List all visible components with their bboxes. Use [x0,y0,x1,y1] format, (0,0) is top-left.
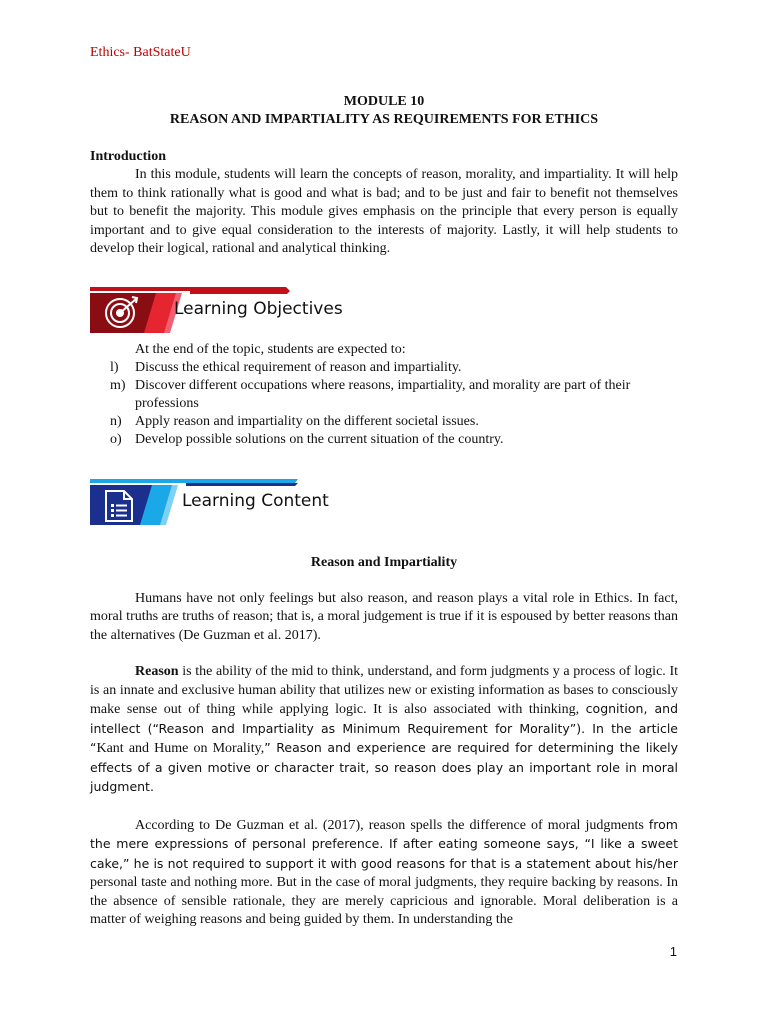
list-item: l) Discuss the ethical requirement of reason and impartiality. [110,359,462,375]
list-item: n) Apply reason and impartiality on the different societal issues. [110,413,479,429]
module-title: REASON AND IMPARTIALITY AS REQUIREMENTS FOR ETHICS [169,112,599,127]
running-header: Ethics- BatStateU [90,45,191,60]
learning-content-label: Learning Content [182,490,329,511]
learning-objectives-banner [90,287,678,335]
learning-content-banner [90,479,678,527]
page-number: 1 [669,944,677,959]
term-reason: Reason [135,664,179,679]
page-content [90,93,678,930]
section-title: Reason and Impartiality [310,554,458,570]
paragraph-3: According to De Guzman et al. (2017), reason spells the difference of moral judgments from the mere expressions of personal preference. If after eating someone says, “I like a sweet cake,” he is not required to support it with good reasons for that is a statement about his/her personal taste and nothing more. But in the case of moral judgments, they require backing by reasons. In the absence of sensible rationale, they are merely capricious and ignorable. Moral deliberation is a matter of weighing reasons and being guided by them. In understanding the [90,816,678,927]
paragraph-2: Reason is the ability of the mid to think, understand, and form judgments y a process of logic. It is an innate and exclusive human ability that utilizes new or existing information as bases to consciously make sense out of thing while applying logic. It is also associated with thinking, cognition, and intellect (“Reason and Impartiality as Minimum Requirement for Morality”). In the article “Kant and Hume on Morality,” Reason and experience are required for determining the likely effects of a given motive or character trait, so reason does play an important role in moral judgment. [90,664,679,794]
learning-objectives-label: Learning Objectives [174,298,343,319]
introduction-heading: Introduction [90,149,166,164]
objectives-list [90,359,678,449]
module-number: MODULE 10 [343,94,425,109]
list-item: m) Discover different occupations where reasons, impartiality, and morality are part of their professions [110,377,631,411]
list-item: o) Develop possible solutions on the current situation of the country. [110,431,504,447]
introduction-text: In this module, students will learn the concepts of reason, morality, and impartiality. It will help them to think rationally what is good and what is bad; and to be just and fair to benefit not themselves but to benefit the majority. This module gives emphasis on the principle that every person is equally important and to give equal consideration to the interests of majority. Lastly, it will help students to develop their logical, rational and analytical thinking. [90,167,678,256]
objectives-lead: At the end of the topic, students are expected to: [135,341,406,357]
paragraph-1: Humans have not only feelings but also reason, and reason plays a vital role in Ethics. In fact, moral truths are truths of reason; that is, a moral judgement is true if it is espoused by better reasons than the alternatives (De Guzman et al. 2017). [90,590,678,643]
